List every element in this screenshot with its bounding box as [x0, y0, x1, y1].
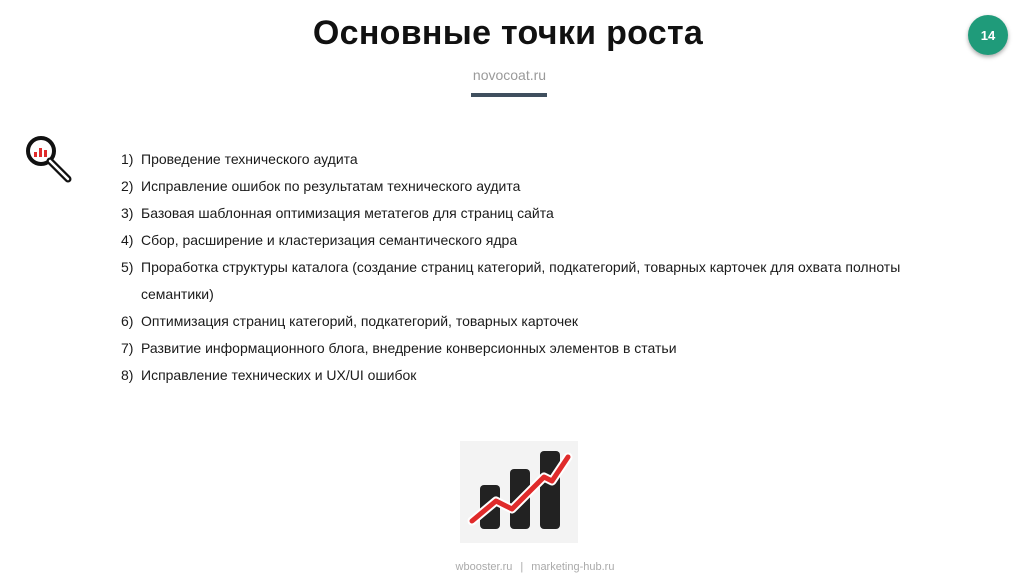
list-item	[121, 227, 941, 254]
list-item-number: 4)	[121, 232, 134, 248]
page-number-badge: 14	[968, 15, 1008, 55]
list-item-number: 7)	[121, 340, 134, 356]
list-item	[121, 200, 941, 227]
list-item-text: Сбор, расширение и кластеризация семантического ядра	[141, 232, 518, 248]
list-item-text: Исправление ошибок по результатам технического аудита	[141, 178, 521, 194]
list-item	[121, 308, 941, 335]
footer	[0, 561, 1024, 573]
growth-chart-graphic	[460, 441, 578, 543]
footer-link-wbooster[interactable]: wbooster.ru	[455, 561, 513, 573]
list-item-text: Проведение технического аудита	[141, 151, 358, 167]
growth-points-list	[121, 146, 941, 389]
list-item	[121, 254, 941, 308]
footer-link-marketing-hub[interactable]: marketing-hub.ru	[531, 561, 615, 573]
list-item	[121, 335, 941, 362]
list-item-number: 8)	[121, 367, 134, 383]
list-item-text: Базовая шаблонная оптимизация метатегов для страниц сайта	[141, 205, 554, 221]
title-divider	[471, 93, 547, 97]
site-name: novocoat.ru	[472, 67, 547, 83]
list-item-text: Оптимизация страниц категорий, подкатегорий, товарных карточек	[141, 313, 579, 329]
list-item-text: Проработка структуры каталога (создание страниц категорий, подкатегорий, товарных карточек для охвата полноты семантики)	[141, 259, 901, 302]
growth-chart-icon	[460, 441, 578, 543]
slide-title: Основные точки роста	[312, 14, 704, 52]
list-item-number: 6)	[121, 313, 134, 329]
list-item	[121, 173, 941, 200]
list-item-number: 5)	[121, 259, 134, 275]
list-item-text: Развитие информационного блога, внедрение конверсионных элементов в статьи	[141, 340, 677, 356]
magnifier-chart-icon	[24, 134, 74, 184]
list-item-number: 2)	[121, 178, 134, 194]
list-item	[121, 362, 941, 389]
list-item	[121, 146, 941, 173]
list-item-number: 1)	[121, 151, 134, 167]
list-item-number: 3)	[121, 205, 134, 221]
footer-separator: |	[520, 561, 524, 573]
list-item-text: Исправление технических и UX/UI ошибок	[141, 367, 417, 383]
